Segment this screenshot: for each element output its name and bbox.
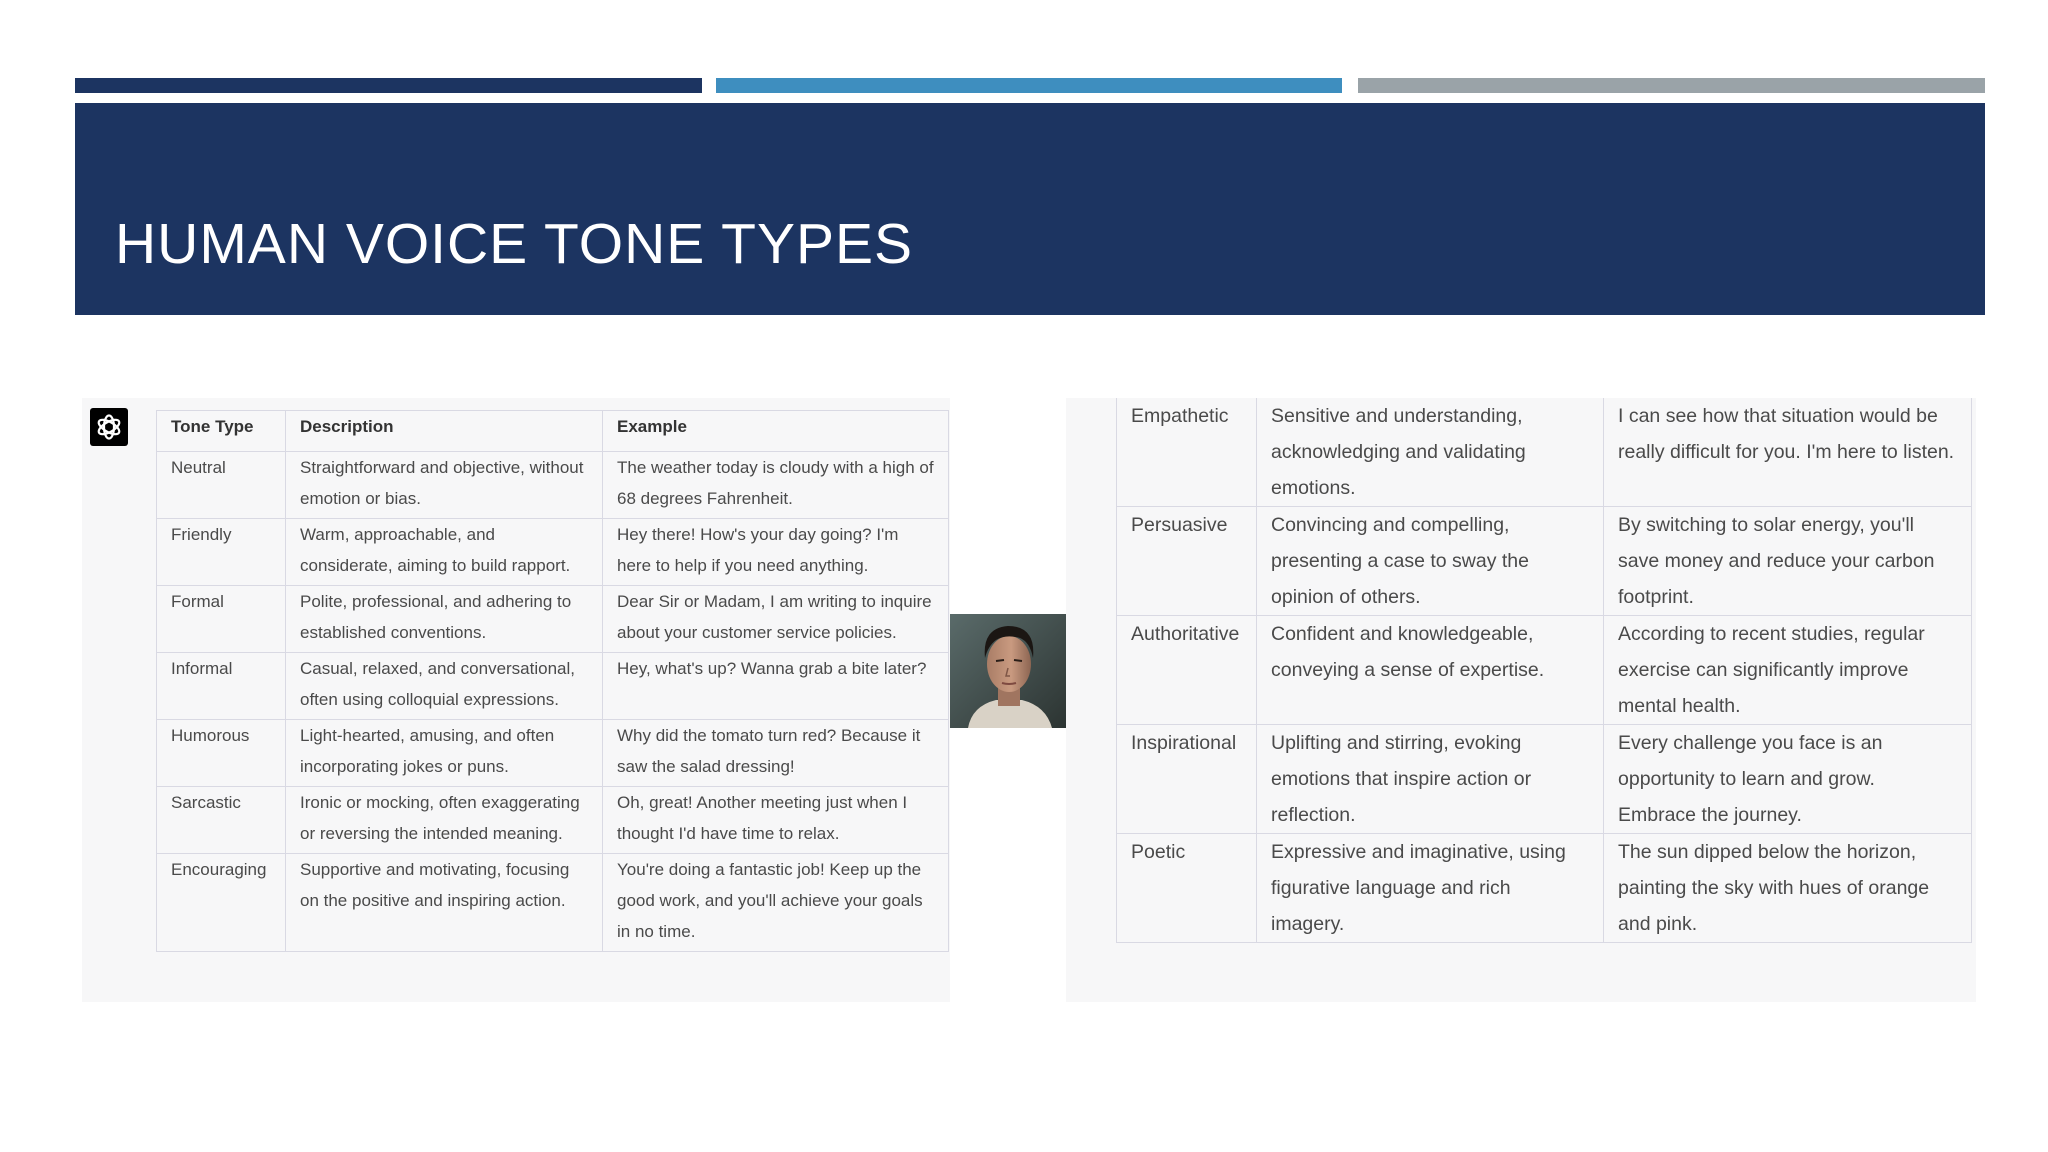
example-cell: Dear Sir or Madam, I am writing to inquire about your customer service policies. [603, 586, 949, 653]
accent-bar-gray [1358, 78, 1985, 93]
tone-type-cell: Neutral [157, 452, 286, 519]
tone-type-cell: Inspirational [1117, 725, 1257, 834]
example-cell: Why did the tomato turn red? Because it saw the salad dressing! [603, 720, 949, 787]
table-row [1117, 834, 1972, 943]
example-cell: According to recent studies, regular exercise can significantly improve mental health. [1604, 616, 1972, 725]
title-band [75, 103, 1985, 315]
tone-type-cell: Humorous [157, 720, 286, 787]
table-row [1117, 398, 1972, 507]
table-row [1117, 507, 1972, 616]
table-row [1117, 616, 1972, 725]
table-header-row [157, 411, 949, 452]
table-row [1117, 725, 1972, 834]
description-cell: Supportive and motivating, focusing on the positive and inspiring action. [286, 854, 603, 952]
tone-type-cell: Poetic [1117, 834, 1257, 943]
tone-type-cell: Empathetic [1117, 398, 1257, 507]
description-cell: Light-hearted, amusing, and often incorporating jokes or puns. [286, 720, 603, 787]
example-cell: You're doing a fantastic job! Keep up the good work, and you'll achieve your goals in no time. [603, 854, 949, 952]
description-cell: Convincing and compelling, presenting a case to sway the opinion of others. [1257, 507, 1604, 616]
tone-type-cell: Authoritative [1117, 616, 1257, 725]
tone-table-right [1116, 398, 1972, 943]
description-cell: Uplifting and stirring, evoking emotions that inspire action or reflection. [1257, 725, 1604, 834]
example-cell: Hey, what's up? Wanna grab a bite later? [603, 653, 949, 720]
description-cell: Warm, approachable, and considerate, aiming to build rapport. [286, 519, 603, 586]
tone-type-cell: Informal [157, 653, 286, 720]
example-cell: By switching to solar energy, you'll save money and reduce your carbon footprint. [1604, 507, 1972, 616]
description-cell: Straightforward and objective, without emotion or bias. [286, 452, 603, 519]
table-row [157, 720, 949, 787]
description-cell: Sensitive and understanding, acknowledging and validating emotions. [1257, 398, 1604, 507]
example-cell: The weather today is cloudy with a high of 68 degrees Fahrenheit. [603, 452, 949, 519]
table-row [157, 787, 949, 854]
tone-type-cell: Friendly [157, 519, 286, 586]
example-cell: The sun dipped below the horizon, painting the sky with hues of orange and pink. [1604, 834, 1972, 943]
chatgpt-knot-icon [94, 412, 124, 442]
example-cell: Every challenge you face is an opportunity to learn and grow. Embrace the journey. [1604, 725, 1972, 834]
table-row [157, 586, 949, 653]
avatar-portrait-image [950, 614, 1066, 728]
example-cell: Hey there! How's your day going? I'm here to help if you need anything. [603, 519, 949, 586]
tone-table-left [156, 410, 949, 952]
tone-type-cell: Persuasive [1117, 507, 1257, 616]
chatgpt-logo-icon [90, 408, 128, 446]
example-cell: Oh, great! Another meeting just when I thought I'd have time to relax. [603, 787, 949, 854]
header-example: Example [603, 411, 949, 452]
left-table-panel [82, 398, 950, 1002]
tone-type-cell: Encouraging [157, 854, 286, 952]
example-cell: I can see how that situation would be really difficult for you. I'm here to listen. [1604, 398, 1972, 507]
table-row [157, 519, 949, 586]
tone-type-cell: Formal [157, 586, 286, 653]
page-title: HUMAN VOICE TONE TYPES [115, 212, 914, 276]
description-cell: Confident and knowledgeable, conveying a sense of expertise. [1257, 616, 1604, 725]
header-tone-type: Tone Type [157, 411, 286, 452]
header-description: Description [286, 411, 603, 452]
table-row [157, 854, 949, 952]
tone-type-cell: Sarcastic [157, 787, 286, 854]
description-cell: Ironic or mocking, often exaggerating or reversing the intended meaning. [286, 787, 603, 854]
accent-bar-dark [75, 78, 702, 93]
accent-bar-blue [716, 78, 1342, 93]
table-row [157, 452, 949, 519]
portrait-icon [950, 614, 1066, 728]
description-cell: Polite, professional, and adhering to established conventions. [286, 586, 603, 653]
right-table-panel [1066, 398, 1976, 1002]
description-cell: Expressive and imaginative, using figurative language and rich imagery. [1257, 834, 1604, 943]
table-row [157, 653, 949, 720]
description-cell: Casual, relaxed, and conversational, often using colloquial expressions. [286, 653, 603, 720]
